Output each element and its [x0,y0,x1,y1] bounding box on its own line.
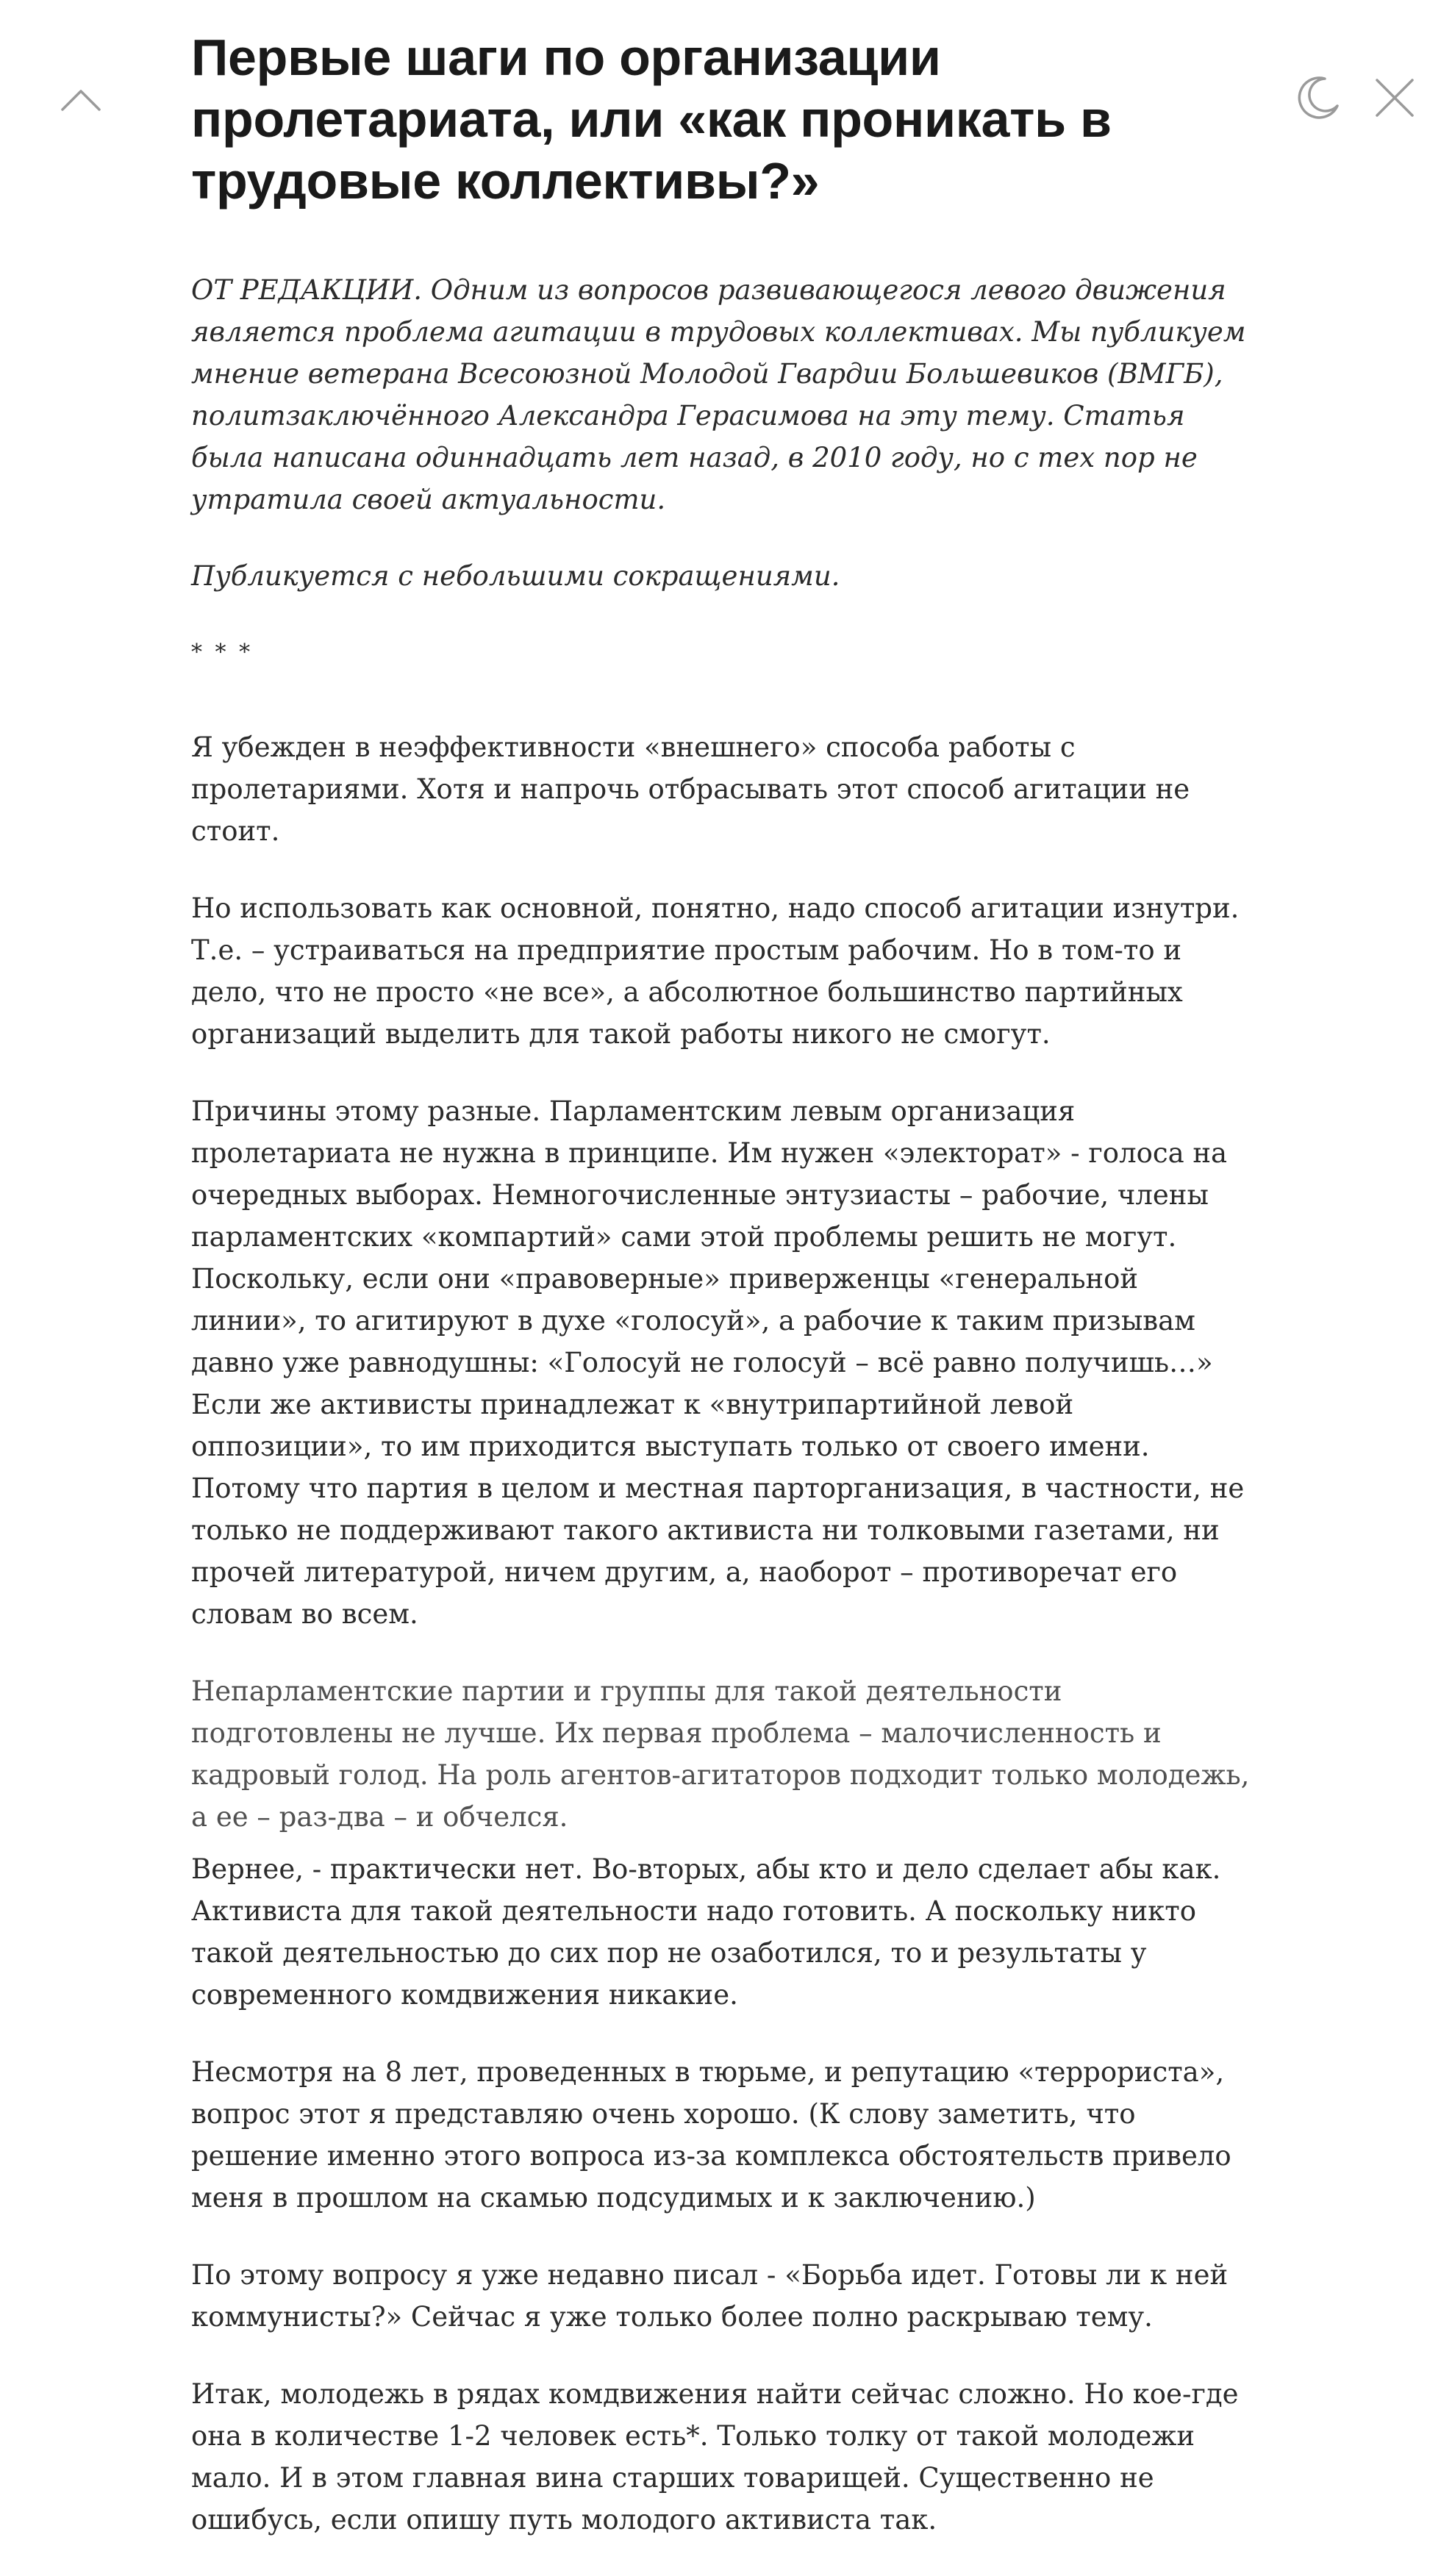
body-paragraph: Непарламентские партии и группы для такой деятельности подготовлены не лучше. Их первая проблема – малочисленность и кадровый голод. На роль агентов-агитаторов подходит только молодежь, а ее – раз-два – и обчелся. [191,1675,1250,1833]
close-button[interactable] [1370,74,1419,122]
editorial-note [191,269,1257,673]
article [191,26,1257,2576]
body-paragraph: Я убежден в неэффективности «внешнего» способа работы с пролетариями. Хотя и напрочь отбрасывать этот способ агитации не стоит. [191,731,1190,847]
scroll-up-button[interactable] [57,82,104,118]
body-paragraph: Но использовать как основной, понятно, надо способ агитации изнутри. Т.е. – устраиваться на предприятие простым рабочим. Но в том-то и дело, что не просто «не все», а абсолютное большинство партийных организаций выделить для такой работы никого не смогут. [191,892,1240,1050]
close-icon [1375,78,1415,118]
section-divider: * * * [191,640,254,665]
moon-icon [1295,75,1341,121]
editorial-paragraph: ОТ РЕДАКЦИИ. Одним из вопросов развивающегося левого движения является проблема агитации в трудовых коллективах. Мы публикуем мнение ветерана Всесоюзной Молодой Гвардии Большевиков (ВМГБ), политзаключённого Александра Герасимова на эту тему. Статья была написана одиннадцать лет назад, в 2010 году, но с тех пор не утратила своей актуальности. [191,274,1246,515]
article-title: Первые шаги по организации пролетариата, или «как проникать в трудовые коллективы?» [191,29,1112,210]
chevron-up-icon [60,88,101,112]
body-paragraph: Несмотря на 8 лет, проведенных в тюрьме, и репутацию «террориста», вопрос этот я представляю очень хорошо. (К слову заметить, что решение именно этого вопроса из-за комплекса обстоятельств привело меня в прошлом на скамью подсудимых и к заключению.) [191,2056,1231,2214]
reader-controls [1294,74,1419,122]
body-paragraph: Причины этому разные. Парламентским левым организация пролетариата не нужна в принципе. Им нужен «электорат» - голоса на очередных выборах. Немногочисленные энтузиасты – рабочие, члены парламентских «компартий» сами этой проблемы решить не могут. Поскольку, если они «правоверные» приверженцы «генеральной линии», то агитируют в духе «голосуй», а рабочие к таким призывам давно уже равнодушны: «Голосуй не голосуй – всё равно получишь…» Если же активисты принадлежат к «внутрипартийной левой оппозиции», то им приходится выступать только от своего имени. Потому что партия в целом и местная парторганизация, в частности, не только не поддерживают такого активиста ни толковыми газетами, ни прочей литературой, ничем другим, а, наоборот – противоречат его словам во всем. [191,1095,1245,1630]
body-paragraph: Итак, молодежь в рядах комдвижения найти сейчас сложно. Но кое-где она в количестве 1-2 человек есть*. Только толку от такой молодежи мало. И в этом главная вина старших товарищей. Существенно не ошибусь, если опишу путь молодого активиста так. [191,2378,1239,2536]
body-paragraph: Вернее, - практически нет. Во-вторых, абы кто и дело сделает абы как. Активиста для такой деятельности надо готовить. А поскольку никто такой деятельностью до сих пор не озаботился, то и результаты у современного комдвижения никакие. [191,1853,1221,2011]
editorial-paragraph: Публикуется с небольшими сокращениями. [191,560,840,592]
night-mode-button[interactable] [1294,74,1342,122]
body-paragraph: По этому вопросу я уже недавно писал - «Борьба идет. Готовы ли к ней коммунисты?» Сейчас я уже только более полно раскрываю тему. [191,2259,1229,2333]
article-body [191,726,1257,2541]
